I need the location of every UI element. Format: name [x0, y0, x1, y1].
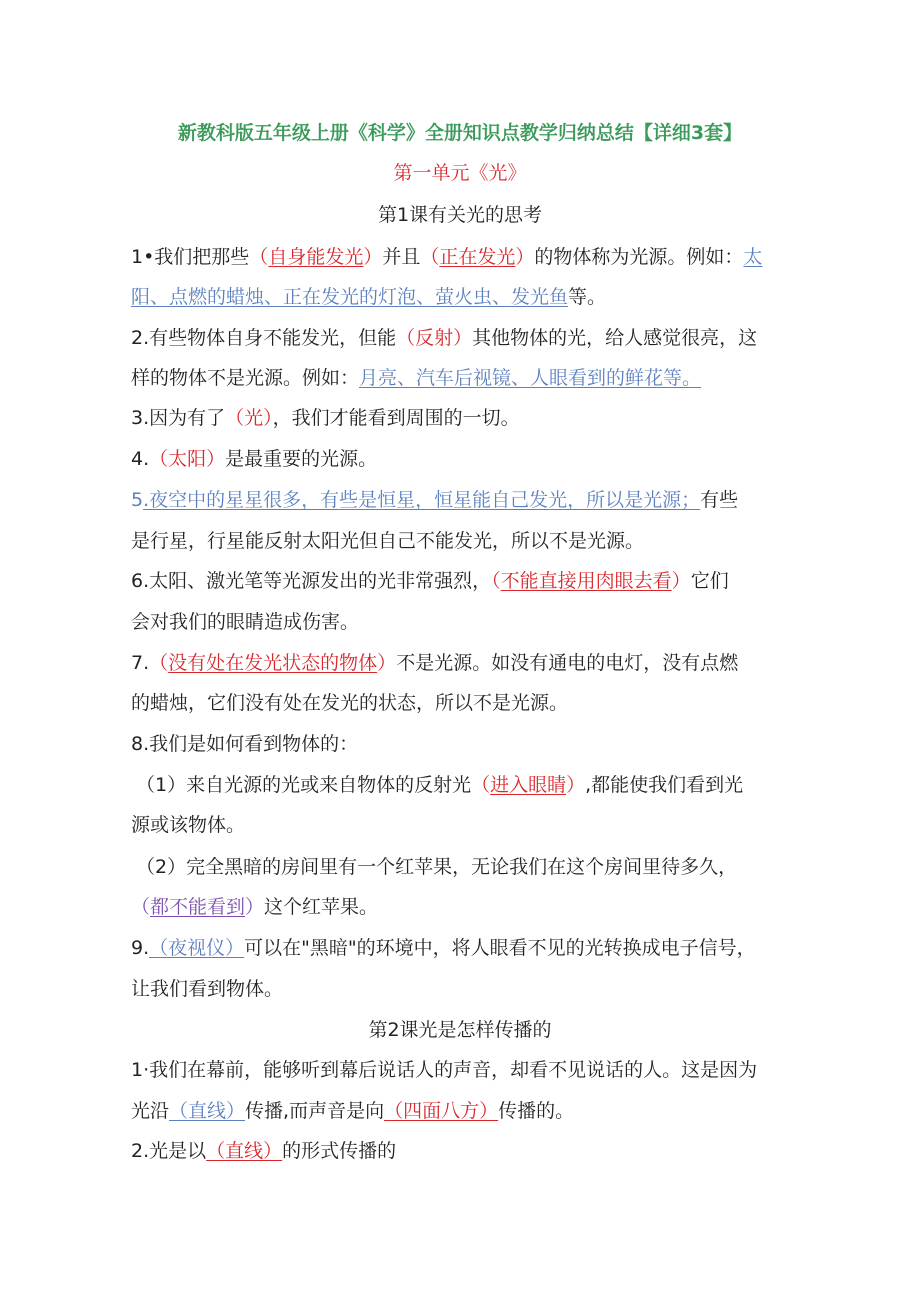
text: 是最重要的光源。: [225, 448, 378, 470]
lesson2-paragraph-1-line-1: [131, 1057, 920, 1083]
paragraph-5-line-2: [131, 528, 920, 554]
answer-blank: 自身能发光: [268, 246, 364, 268]
bracket: （: [249, 246, 269, 268]
text: 的蜡烛，它们没有处在发光的状态，所以不是光源。: [131, 692, 569, 714]
lesson2-title: 第2课光是怎样传播的: [368, 1019, 552, 1041]
paragraph-8: [131, 731, 920, 757]
text: 等。: [568, 286, 607, 308]
paragraph-1-line-2: [131, 284, 920, 310]
text: 传播的。: [498, 1100, 575, 1122]
text: 它们: [690, 570, 729, 592]
text: 1·我们在幕前，能够听到幕后说话人的声音，却看不见说话的人。这是因为: [131, 1059, 758, 1081]
paragraph-8-1-line-1: [136, 772, 920, 798]
paragraph-7-line-1: [131, 650, 920, 676]
paragraph-9-line-2: [131, 976, 920, 1002]
text: 让我们看到物体。: [131, 978, 284, 1000]
text: 的物体称为光源。例如：: [534, 246, 744, 268]
example-text: .夜空中的星星很多，有些是恒星，恒星能自己发光，所以是光源；: [143, 489, 701, 511]
answer-blank: 进入眼睛: [490, 774, 567, 796]
text: 2.有些物体自身不能发光，但能: [131, 327, 397, 349]
answer-blank: 都不能看到: [150, 896, 246, 918]
text: 传播,而声音是向: [245, 1100, 385, 1122]
bracket: ）: [671, 570, 691, 592]
paragraph-3: [131, 405, 920, 431]
text: 不是光源。如没有通电的电灯，没有点燃: [396, 652, 739, 674]
text: 5: [131, 489, 144, 511]
text: 是行星，行星能反射太阳光但自己不能发光，所以不是光源。: [131, 530, 645, 552]
answer-blank: （夜视仪）: [149, 937, 245, 959]
example-text: 阳、点燃的蜡烛、正在发光的灯泡、萤火虫、发光鱼: [131, 286, 569, 308]
example-text: 太: [743, 246, 763, 268]
answer-blank: （反射）: [396, 327, 473, 349]
answer-blank: 没有处在发光状态的物体: [168, 652, 378, 674]
paragraph-6-line-1: [131, 568, 920, 594]
example-text: 月亮、汽车后视镜、人眼看到的鲜花等。: [359, 367, 702, 389]
text: 3.因为有了: [131, 407, 226, 429]
text: ，我们才能看到周围的一切。: [272, 407, 520, 429]
answer-blank: 不能直接用肉眼去看: [500, 570, 672, 592]
lesson2-paragraph-1-line-2: [131, 1098, 920, 1124]
text: 会对我们的眼睛造成伤害。: [131, 611, 360, 633]
bracket: ）: [515, 246, 535, 268]
text: 4.: [131, 448, 150, 470]
paragraph-4: [131, 446, 920, 472]
answer-blank: 正在发光: [439, 246, 516, 268]
text: 7.: [131, 652, 150, 674]
paragraph-2-line-2: [131, 365, 920, 391]
text: 光沿: [131, 1100, 170, 1122]
text: 源或该物体。: [131, 814, 246, 836]
text: ,都能使我们看到光: [585, 774, 744, 796]
text: 2.光是以: [131, 1140, 207, 1162]
text: 可以在"黑暗"的环境中，将人眼看不见的光转换成电子信号，: [244, 937, 756, 959]
bracket: （: [471, 774, 491, 796]
text: 有些: [700, 489, 739, 511]
text: （2）完全黑暗的房间里有一个红苹果，无论我们在这个房间里待多久，: [136, 856, 738, 878]
paragraph-9-line-1: [131, 935, 920, 961]
text: 其他物体的光，给人感觉很亮，这: [472, 327, 758, 349]
paragraph-7-line-2: [131, 690, 920, 716]
text: 样的物体不是光源。例如：: [131, 367, 360, 389]
bracket: ）: [377, 652, 397, 674]
text: 6.太阳、激光笔等光源发出的光非常强烈，: [131, 570, 492, 592]
answer-blank: （四面八方）: [384, 1100, 499, 1122]
text: （1）来自光源的光或来自物体的反射光: [136, 774, 472, 796]
paragraph-5-line-1: [131, 487, 920, 513]
paragraph-8-2-line-2: [131, 894, 920, 920]
answer-blank: （直线）: [206, 1140, 283, 1162]
bracket: （: [491, 570, 501, 592]
text: 并且: [382, 246, 421, 268]
paragraph-8-2-line-1: [136, 854, 920, 880]
paragraph-1-line-1: [131, 244, 920, 270]
answer-blank: （太阳）: [149, 448, 226, 470]
answer-blank: （光）: [225, 407, 273, 429]
unit-title: 第一单元《光》: [393, 162, 527, 184]
bracket: （: [131, 896, 151, 918]
bracket: （: [149, 652, 169, 674]
text: 8.我们是如何看到物体的：: [131, 733, 359, 755]
text: 1•我们把那些: [131, 246, 250, 268]
document-title: 新教科版五年级上册《科学》全册知识点教学归纳总结【详细3套】: [177, 122, 743, 144]
paragraph-2-line-1: [131, 325, 920, 351]
lesson1-title: 第1课有关光的思考: [377, 204, 543, 226]
paragraph-6-line-2: [131, 609, 920, 635]
paragraph-8-1-line-2: [131, 812, 920, 838]
answer-blank: （直线）: [169, 1100, 246, 1122]
bracket: （: [420, 246, 440, 268]
bracket: ）: [566, 774, 586, 796]
bracket: ）: [245, 896, 265, 918]
text: 9.: [131, 937, 150, 959]
lesson2-paragraph-2: [131, 1138, 920, 1164]
text: 的形式传播的: [282, 1140, 397, 1162]
text: 这个红苹果。: [264, 896, 379, 918]
bracket: ）: [363, 246, 383, 268]
